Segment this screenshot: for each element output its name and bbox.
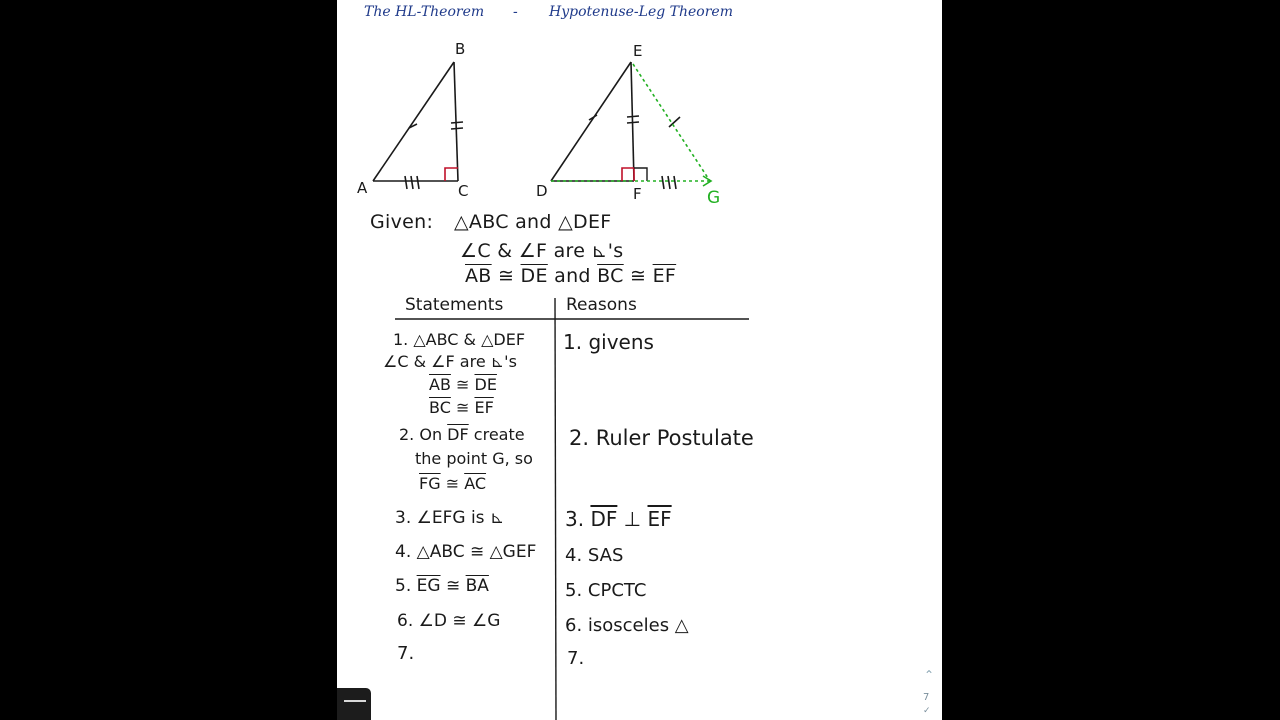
statement-1-line2: ∠C & ∠F are ⊾'s — [383, 352, 517, 371]
vertex-a: A — [357, 179, 368, 197]
reason-3: 3. $\overline{DF}$ ⊥ $\overline{EF}$ — [565, 507, 672, 531]
reason-7: 7. — [567, 648, 585, 669]
triangle-abc — [373, 62, 463, 189]
reason-5: 5. CPCTC — [565, 580, 647, 601]
title-right: Hypotenuse-Leg Theorem — [549, 4, 733, 20]
right-angle-f — [622, 168, 634, 181]
title-dash: - — [513, 4, 518, 20]
vertex-f: F — [633, 185, 642, 203]
right-angle-f-ext — [634, 168, 647, 181]
triangle-def — [551, 62, 680, 189]
reason-2: 2. Ruler Postulate — [569, 426, 754, 450]
statement-3: 3. ∠EFG is ⊾ — [395, 508, 505, 528]
title-left: The HL-Theorem — [364, 4, 485, 20]
menu-button[interactable] — [337, 688, 371, 720]
reason-1: 1. givens — [563, 330, 654, 354]
reasons-header: Reasons — [566, 295, 637, 315]
vertex-c: C — [458, 182, 469, 200]
given-line1: △ABC and △DEF — [454, 211, 612, 233]
menu-icon — [344, 700, 366, 702]
statement-1-line4: $\overline{BC}$ ≅ $\overline{EF}$ — [429, 398, 494, 417]
right-angle-c — [445, 168, 458, 181]
vertex-e: E — [633, 42, 643, 60]
statement-5: 5. $\overline{EG}$ ≅ $\overline{BA}$ — [395, 576, 489, 596]
vertex-d: D — [536, 182, 548, 200]
vertex-g: G — [707, 188, 721, 208]
statement-1-line3: $\overline{AB}$ ≅ $\overline{DE}$ — [429, 375, 497, 394]
statement-4: 4. △ABC ≅ △GEF — [395, 542, 537, 562]
statement-2-line3: $\overline{FG}$ ≅ $\overline{AC}$ — [419, 474, 487, 493]
given-line3: $\overline{AB}$ ≅ $\overline{DE}$ and $\overline{BC}$ ≅ $\overline{EF}$ — [465, 265, 677, 287]
given-line2: ∠C & ∠F are ⊾'s — [460, 240, 624, 262]
given-label: Given: — [370, 211, 434, 233]
reason-6: 6. isosceles △ — [565, 615, 689, 636]
statement-1-line1: 1. △ABC & △DEF — [393, 330, 526, 349]
vertex-b: B — [455, 40, 466, 58]
statement-7: 7. — [397, 643, 415, 664]
statement-2-line1: 2. On $\overline{DF}$ create — [399, 425, 525, 444]
statements-header: Statements — [405, 295, 504, 315]
chevron-up-icon[interactable]: ⌃ — [923, 668, 935, 682]
table-column-divider — [555, 298, 556, 720]
statement-6: 6. ∠D ≅ ∠G — [397, 611, 501, 631]
statement-2-line2: the point G, so — [415, 449, 533, 468]
reason-4: 4. SAS — [565, 545, 624, 566]
check-icon: ✓ — [923, 706, 931, 716]
notes-page — [337, 0, 942, 720]
page-number: 7 — [923, 692, 930, 703]
